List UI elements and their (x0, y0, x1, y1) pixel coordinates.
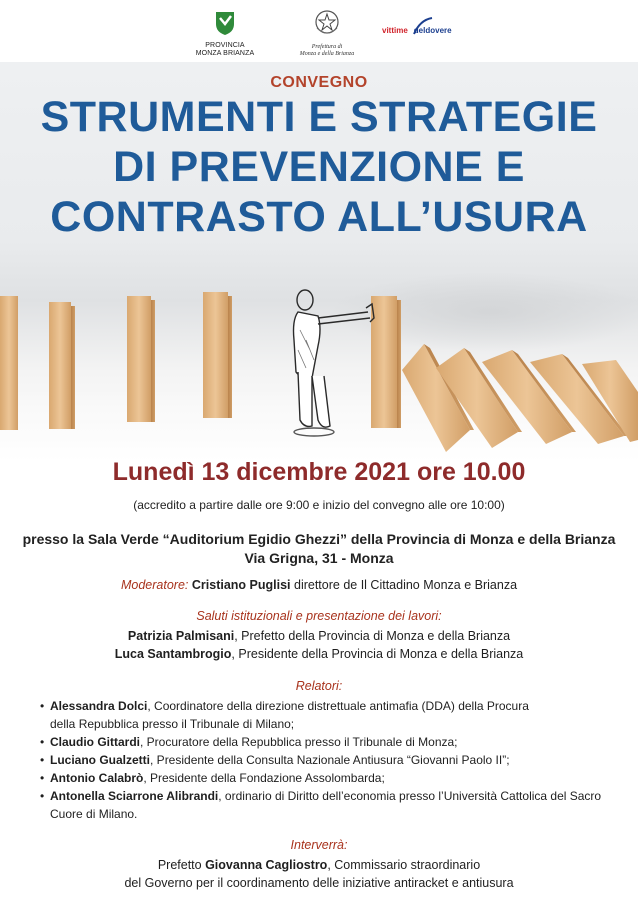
person-name: Antonella Sciarrone Alibrandi (50, 789, 219, 803)
person-name: Luciano Gualzetti (50, 753, 151, 767)
venue-address: Via Grigna, 31 - Monza (244, 550, 394, 566)
person-name: Claudio Gittardi (50, 735, 140, 749)
relatori-list (40, 697, 620, 823)
provincia-logo (190, 10, 260, 58)
person-name: Alessandra Dolci (50, 699, 148, 713)
person-role: , Coordinatore della direzione distrettuale antimafia (DDA) della Procura (147, 699, 529, 713)
venue-line: presso la Sala Verde “Auditorium Egidio Ghezzi” della Provincia di Monza e della Brianza (22, 531, 616, 547)
person-role: , ordinario di Diritto dell’economia presso l’Università Cattolica del Sacro (218, 789, 602, 803)
person-name: Luca Santambrogio (114, 647, 232, 661)
person-role-cont: della Repubblica presso il Tribunale di Milano; (50, 717, 295, 731)
saluti-list (0, 627, 638, 663)
list-item (40, 697, 620, 733)
interverra-block (0, 856, 638, 892)
saluti-heading: Saluti istituzionali e presentazione dei lavori: (196, 609, 442, 623)
green-shield-icon (214, 10, 236, 36)
list-item (0, 627, 638, 645)
moderator-line: Moderatore: Cristiano Puglisi direttore de Il Cittadino Monza e Brianza (120, 578, 518, 592)
vittime-logo-word1: vittime (382, 26, 408, 35)
event-date: Lunedì 13 dicembre 2021 ore 10.00 (112, 458, 526, 486)
title-line: DI PREVENZIONE E (113, 143, 525, 191)
moderator-name: Cristiano Puglisi (191, 578, 291, 592)
person-prefix: Prefetto (157, 858, 206, 872)
person-name: Patrizia Palmisani (127, 629, 235, 643)
prefettura-logo (297, 8, 357, 58)
relatori-heading: Relatori: (295, 679, 343, 693)
moderator-role: direttore de Il Cittadino Monza e Brianza (290, 578, 518, 592)
list-item (40, 751, 620, 769)
interverra-line2: del Governo per il coordinamento delle iniziative antiracket e antiusura (124, 876, 514, 890)
title-line: CONTRASTO ALL’USURA (50, 193, 588, 241)
table-surface (0, 392, 638, 460)
person-role: , Presidente della Consulta Nazionale Antiusura “Giovanni Paolo II”; (150, 753, 510, 767)
list-item (40, 787, 620, 823)
interverra-line (0, 856, 638, 874)
prefettura-logo-line2: Monza e della Brianza (299, 51, 355, 57)
vittime-logo (382, 20, 466, 44)
person-name: Antonio Calabrò (50, 771, 144, 785)
accreditation-note: (accredito a partire dalle ore 9:00 e inizio del convegno alle ore 10:00) (133, 498, 505, 512)
event-kicker: CONVEGNO (270, 74, 368, 91)
list-item (0, 645, 638, 663)
logo-bar (0, 0, 638, 62)
person-role: , Presidente della Provincia di Monza e della Brianza (231, 647, 524, 661)
prefettura-logo-line1: Prefettura di (311, 44, 343, 50)
moderator-label: Moderatore (120, 578, 185, 592)
person-role: , Procuratore della Repubblica presso il Tribunale di Monza; (140, 735, 458, 749)
title-line: STRUMENTI E STRATEGIE (40, 93, 598, 141)
person-role: , Presidente della Fondazione Assolombarda; (143, 771, 385, 785)
vittime-logo-word2: deldovere (413, 26, 452, 35)
provincia-logo-line2: MONZA BRIANZA (195, 50, 255, 57)
list-item (40, 733, 620, 751)
person-role-cont: Cuore di Milano. (50, 807, 138, 821)
person-name: Giovanna Cagliostro (205, 858, 328, 872)
interverra-heading: Interverrà: (290, 838, 348, 852)
swoosh-icon (412, 16, 434, 38)
page-title (0, 92, 638, 242)
provincia-logo-line1: PROVINCIA (205, 42, 245, 49)
list-item (40, 769, 620, 787)
venue (0, 530, 638, 568)
italian-emblem-icon (313, 8, 341, 38)
background-blur (330, 272, 638, 352)
person-role: , Commissario straordinario (327, 858, 481, 872)
person-role: , Prefetto della Provincia di Monza e della Brianza (234, 629, 511, 643)
